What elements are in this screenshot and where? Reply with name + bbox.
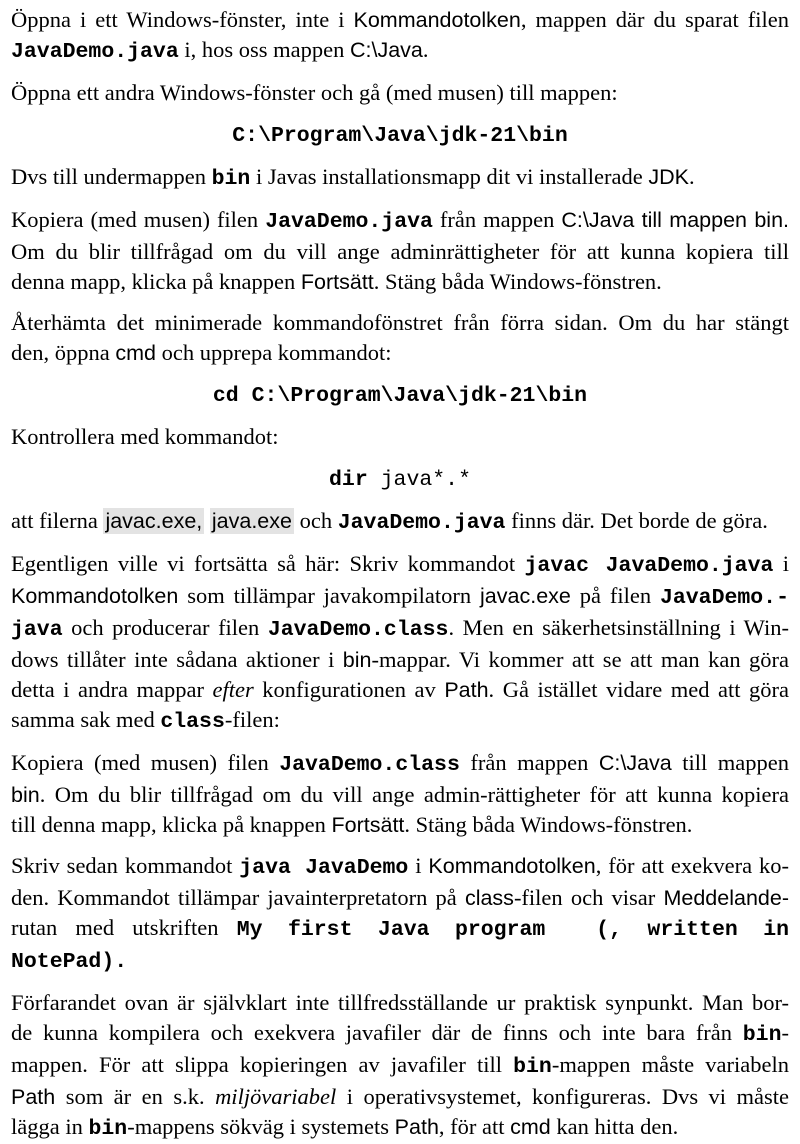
text-line	[11, 780, 789, 810]
text-run: bin	[342, 648, 372, 672]
text-run: mappen. För att slippa kopieringen av javafiler till	[11, 1052, 514, 1077]
code-text: bin	[742, 1023, 782, 1047]
text-run: och producerar filen	[62, 615, 268, 640]
text-run: Fortsätt	[331, 813, 405, 837]
text-run: miljövariabel	[215, 1084, 337, 1109]
text-run: javac.exe	[480, 584, 571, 608]
code-text: java*.*	[367, 468, 471, 492]
paragraph	[11, 506, 789, 538]
text-line	[11, 35, 789, 67]
text-run: Skriv sedan kommandot	[11, 853, 240, 878]
text-run: kan hitta den.	[550, 1114, 679, 1139]
text-line	[11, 237, 789, 267]
highlighted-filename: javac.exe,	[105, 509, 203, 533]
text-line	[11, 119, 789, 151]
text-line	[11, 613, 789, 645]
text-line	[11, 988, 789, 1018]
text-run: Meddelande-	[663, 886, 789, 910]
text-run: i operativsystemet, konfigureras. Dvs vi måste	[336, 1084, 790, 1109]
text-line	[11, 1050, 789, 1082]
text-run: i	[408, 853, 429, 878]
code-text: JavaDemo.java	[11, 40, 179, 64]
text-line	[11, 748, 789, 780]
text-run: Kommandotolken	[428, 854, 596, 878]
code-text: javac JavaDemo.java	[524, 554, 774, 578]
text-line	[11, 162, 789, 194]
text-line	[11, 5, 789, 35]
paragraph	[11, 748, 789, 840]
text-run: konfigurationen av	[253, 677, 445, 702]
text-line	[11, 506, 789, 538]
code-text: class	[160, 710, 225, 734]
text-line	[11, 1112, 789, 1144]
text-run: samma sak med	[11, 707, 161, 732]
paragraph	[11, 988, 789, 1144]
text-run: Kopiera (med musen) filen	[11, 207, 266, 232]
paragraph	[11, 205, 789, 297]
text-line	[11, 78, 789, 108]
text-run: att filerna	[11, 508, 104, 533]
text-line	[11, 645, 789, 675]
code-text: bin	[211, 167, 251, 191]
code-text: JavaDemo.java	[337, 511, 506, 535]
text-run: class	[464, 886, 514, 910]
code-block	[11, 379, 789, 411]
text-line	[11, 1018, 789, 1050]
code-text: bin	[513, 1055, 552, 1079]
text-run: Om du blir tillfrågad om du vill ange adminrättigheter för att kunna kopiera till	[11, 239, 789, 264]
text-line	[11, 463, 789, 495]
text-line	[11, 705, 789, 737]
text-line	[11, 267, 789, 297]
text-run: de kunna kompilera och exekvera javafiler där de finns och inte bara från	[11, 1020, 743, 1045]
code-text: JavaDemo.java	[265, 210, 433, 234]
code-text: JavaDemo.-	[659, 586, 789, 610]
code-text: JavaDemo.class	[279, 753, 460, 777]
text-run: Kommandotolken	[353, 8, 521, 32]
text-run: . Stäng båda Windows-fönstren.	[404, 812, 693, 837]
text-run: cmd	[510, 1115, 551, 1139]
text-line	[11, 810, 789, 840]
text-run: . Gå istället vidare med att göra	[488, 677, 789, 702]
text-line	[11, 205, 789, 237]
text-run: Path	[444, 678, 489, 702]
text-run: , för att	[438, 1114, 511, 1139]
code-text: bin	[88, 1117, 128, 1141]
code-text: C:\Program\Java\jdk-21\bin	[232, 124, 568, 148]
text-run: Förfarandet ovan är självklart inte tillfredsställande ur praktisk synpunkt. Man bor-	[11, 990, 789, 1015]
text-run: Kommandotolken	[11, 584, 179, 608]
code-block	[11, 119, 789, 151]
text-run: -mappar. Vi kommer att se att man kan göra	[371, 647, 790, 672]
code-text: java JavaDemo	[239, 856, 409, 880]
paragraph	[11, 308, 789, 368]
text-run: Kopiera (med musen) filen	[11, 750, 280, 775]
text-run: . Men en säkerhetsinställning i Win-	[448, 615, 789, 640]
code-text: cd C:\Program\Java\jdk-21\bin	[212, 384, 588, 408]
text-run: -mappens sökväg i systemets	[127, 1114, 395, 1139]
code-text: java	[11, 618, 63, 642]
text-line	[11, 851, 789, 883]
text-run: som är en s.k.	[55, 1084, 216, 1109]
text-run: .	[422, 37, 429, 62]
text-run: , för att exekvera ko-	[595, 853, 789, 878]
text-run: Dvs till undermappen	[11, 164, 212, 189]
text-run: den, öppna	[11, 340, 116, 365]
paragraph	[11, 422, 789, 452]
paragraph	[11, 549, 789, 737]
text-run: efter	[212, 677, 254, 702]
text-line	[11, 675, 789, 705]
text-run: C:\Java	[349, 38, 423, 62]
text-run: Path	[11, 1085, 56, 1109]
text-run: , mappen där du sparat filen	[520, 7, 789, 32]
text-run: -	[781, 1020, 789, 1045]
text-run: på filen	[570, 583, 660, 608]
code-block	[11, 463, 789, 495]
text-run: till denna mapp, klicka på knappen	[11, 812, 332, 837]
highlighted-filename: java.exe	[211, 509, 292, 533]
text-run: . Om du blir tillfrågad om du vill ange admin-rättigheter för att kunna kopiera	[39, 782, 789, 807]
text-run: . Stäng båda Windows-fönstren.	[373, 269, 662, 294]
text-run: dows tillåter inte sådana aktioner i	[11, 647, 343, 672]
text-run: den. Kommandot tillämpar javainterpretatorn på	[11, 885, 465, 910]
text-run: i, hos oss mappen	[178, 37, 350, 62]
text-run: detta i andra mappar	[11, 677, 213, 702]
text-line	[11, 422, 789, 452]
text-run: C:\Java	[598, 751, 672, 775]
text-run: cmd	[115, 341, 156, 365]
text-run: C:\Java till mappen bin.	[561, 208, 789, 232]
text-line	[11, 883, 789, 913]
code-text: My first Java program (, written in NotePad).	[11, 918, 790, 974]
paragraph	[11, 78, 789, 108]
text-run: Egentligen ville vi fortsätta så här: Skriv kommandot	[11, 551, 525, 576]
text-line	[11, 581, 789, 613]
text-run: Kontrollera med kommandot:	[11, 424, 279, 449]
text-run: rutan med utskriften	[11, 915, 237, 940]
text-run: bin	[11, 783, 40, 807]
text-run: Öppna ett andra Windows-fönster och gå (med musen) till mappen:	[11, 80, 618, 105]
text-line	[11, 308, 789, 338]
text-run: finns där. Det borde de göra.	[505, 508, 768, 533]
text-line	[11, 549, 789, 581]
text-run: Återhämta det minimerade kommandofönstret från förra sidan. Om du har stängt	[11, 310, 789, 335]
code-text: JavaDemo.class	[267, 618, 449, 642]
paragraph	[11, 162, 789, 194]
text-run: -filen:	[224, 707, 280, 732]
text-line	[11, 913, 789, 977]
text-run: Path	[394, 1115, 439, 1139]
paragraph	[11, 851, 789, 977]
text-line	[11, 1082, 789, 1112]
code-text: dir	[329, 468, 368, 492]
text-line	[11, 379, 789, 411]
text-run: från mappen	[432, 207, 562, 232]
text-run: till mappen	[671, 750, 789, 775]
text-run: Öppna i ett Windows-fönster, inte i	[11, 7, 354, 32]
text-run: lägga in	[11, 1114, 89, 1139]
text-run: i	[773, 551, 789, 576]
text-run: -filen och visar	[513, 885, 664, 910]
text-run: JDK	[648, 165, 689, 189]
text-run: från mappen	[459, 750, 599, 775]
text-run: och upprepa kommandot:	[155, 340, 392, 365]
text-run: och	[293, 508, 338, 533]
paragraph	[11, 5, 789, 67]
text-run: Fortsätt	[300, 270, 374, 294]
text-run: i Javas installationsmapp dit vi installerade	[250, 164, 649, 189]
text-run: .	[688, 164, 695, 189]
text-line	[11, 338, 789, 368]
text-run: denna mapp, klicka på knappen	[11, 269, 301, 294]
text-run: -mappen måste variabeln	[551, 1052, 790, 1077]
text-run: som tillämpar javakompilatorn	[178, 583, 481, 608]
